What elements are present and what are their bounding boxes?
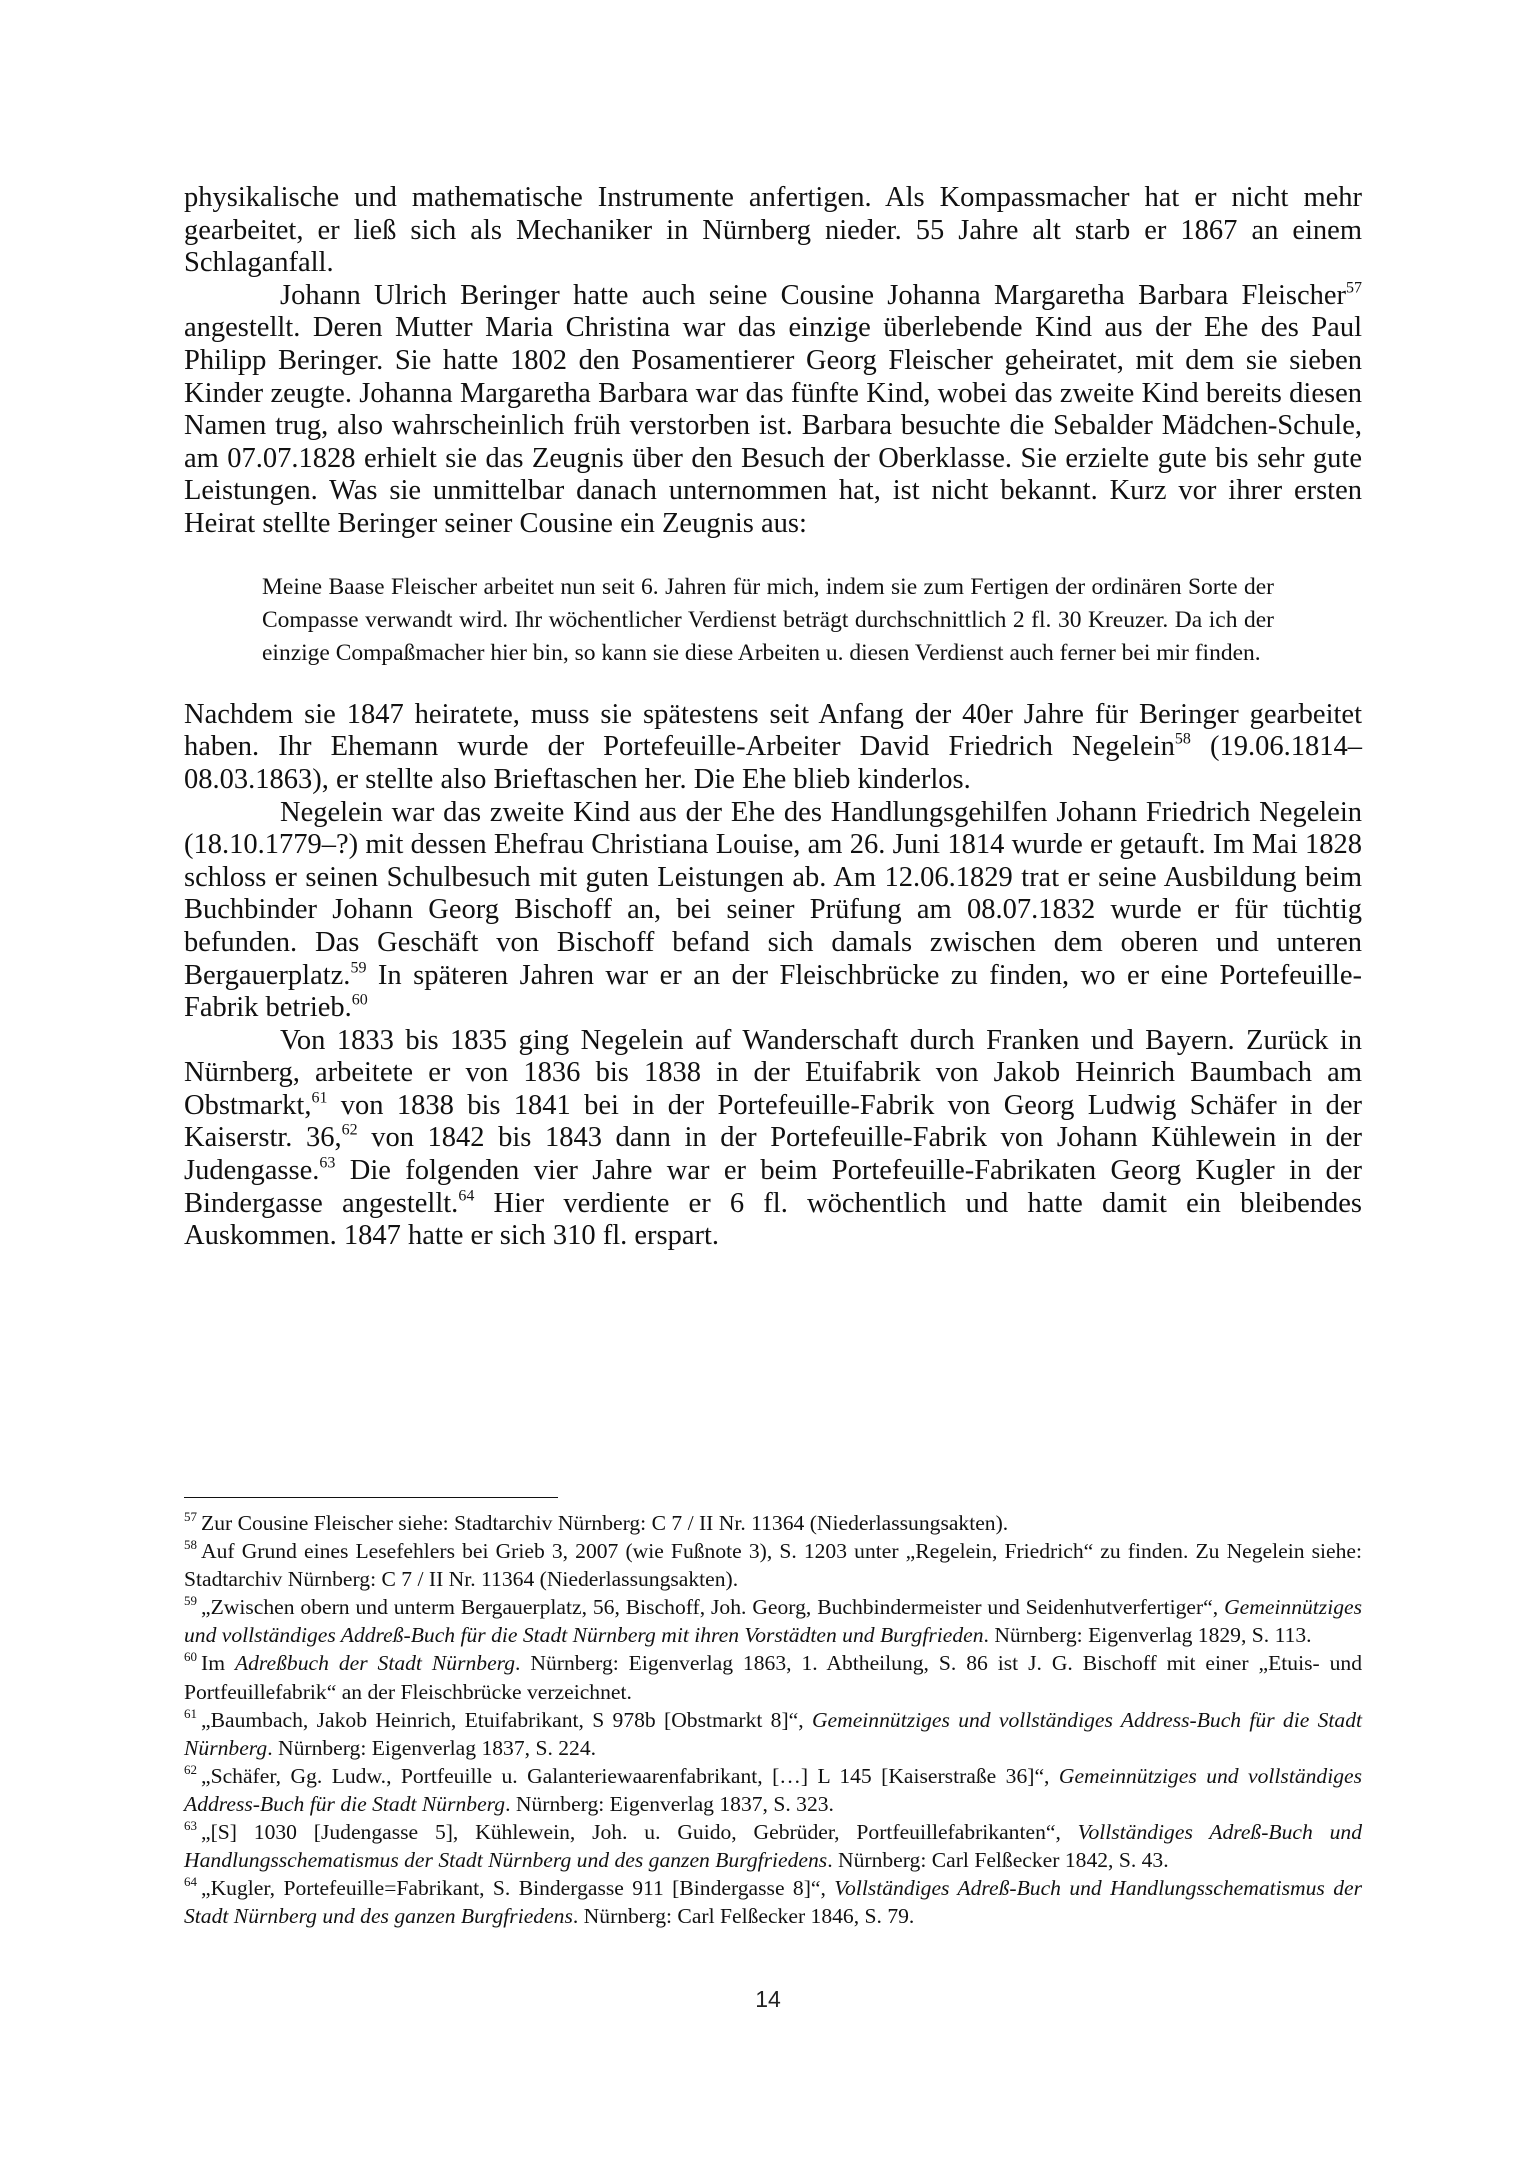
footnote-text: . Nürnberg: Eigenverlag 1837, S. 323. xyxy=(505,1791,834,1816)
text-run: angestellt. Deren Mutter Maria Christina war das einzige überlebende Kind aus der Ehe des Paul Philipp Beringer. Sie hatte 1802 den Posamentierer Georg Fleischer geheiratet, mit dem sie sieben Kinder zeugte. Johanna Margaretha Barbara war das fünfte Kind, wobei das zweite Kind bereits diesen Namen trug, also wahrscheinlich früh verstorben ist. Barbara besuchte die Sebalder Mädchen-Schule, am 07.07.1828 erhielt sie das Zeugnis über den Besuch der Oberklasse. Sie erzielte gute bis sehr gute Leistungen. Was sie unmittelbar danach unternommen hat, ist nicht bekannt. Kurz vor ihrer ersten Heirat stellte Beringer seiner Cousine ein Zeugnis aus: xyxy=(184,312,1362,539)
footnote-number: 61 xyxy=(184,1705,197,1721)
footnote-separator xyxy=(184,1497,558,1498)
paragraph-5 xyxy=(184,1025,1362,1253)
footnote-number: 57 xyxy=(184,1508,197,1524)
footnote-title: Gemeinnütziges und vollständiges Addreß-Buch für die Stadt Nürnberg mit ihren Vorstädten und Burgfrieden xyxy=(184,1595,1362,1648)
footnote-text: „[S] 1030 [Judengasse 5], Kühlewein, Joh. u. Guido, Gebrüder, Portfeuillefabrikanten“, xyxy=(201,1820,1078,1845)
footnote-text: „Schäfer, Gg. Ludw., Portfeuille u. Galanteriewaarenfabrikant, […] L 145 [Kaiserstraße 36]“, xyxy=(201,1763,1059,1788)
footnote-text: Auf Grund eines Lesefehlers bei Grieb 3, 2007 (wie Fußnote 3), S. 1203 unter „Regelein, Friedrich“ zu finden. Zu Negelein siehe: Stadtarchiv Nürnberg: C 7 / II Nr. 11364 (Niederlassungsakten). xyxy=(184,1539,1362,1592)
footnote-ref-61[interactable]: 61 xyxy=(311,1089,328,1107)
text-run: Von 1833 bis 1835 ging Negelein auf Wanderschaft durch Franken und Bayern. Zurück in Nürnberg, arbeitete er von 1836 bis 1838 in der Etuifabrik von Jakob Heinrich Baumbach am Obstmarkt, xyxy=(184,1024,1362,1121)
text-run: Hier verdiente er 6 fl. wöchentlich und hatte damit ein bleibendes Auskommen. 1847 hatte er sich 310 fl. erspart. xyxy=(184,1187,1362,1252)
footnotes xyxy=(184,1509,1362,1930)
footnote-ref-60[interactable]: 60 xyxy=(351,991,368,1009)
footnote-text: Im xyxy=(201,1651,235,1676)
footnote-text: . Nürnberg: Carl Felßecker 1842, S. 43. xyxy=(827,1848,1169,1873)
footnote-number: 59 xyxy=(184,1593,197,1609)
text-run: Negelein war das zweite Kind aus der Ehe des Handlungsgehilfen Johann Friedrich Negelein (18.10.1779–?) mit dessen Ehefrau Christiana Louise, am 26. Juni 1814 wurde er getauft. Im Mai 1828 schloss er seinen Schulbesuch mit guten Leistungen ab. Am 12.06.1829 trat er seine Ausbildung beim Buchbinder Johann Georg Bischoff an, bei seiner Prüfung am 08.07.1832 wurde er für tüchtig befunden. Das Geschäft von Bischoff befand sich damals zwischen dem oberen und unteren Bergauerplatz. xyxy=(184,796,1362,991)
footnote-62 xyxy=(184,1762,1362,1818)
paragraph-4 xyxy=(184,797,1362,1025)
footnote-ref-59[interactable]: 59 xyxy=(350,958,367,976)
text-run: In späteren Jahren war er an der Fleischbrücke zu finden, wo er eine Portefeuille-Fabrik betrieb. xyxy=(184,959,1362,1024)
text-run: Die folgenden vier Jahre war er beim Portefeuille-Fabrikaten Georg Kugler in der Bindergasse angestellt. xyxy=(184,1155,1362,1219)
footnote-text: . Nürnberg: Eigenverlag 1863, 1. Abtheilung, S. 86 ist J. G. Bischoff mit einer „Etuis- und Portfeuillefabrik“ an der Fleischbrücke verzeichnet. xyxy=(184,1651,1362,1704)
text-run: Nachdem sie 1847 heiratete, muss sie spätestens seit Anfang der 40er Jahre für Beringer gearbeitet haben. Ihr Ehemann wurde der Portefeuille-Arbeiter David Friedrich Negelein xyxy=(184,698,1362,763)
page-number: 14 xyxy=(755,1986,781,2012)
paragraph-1: physikalische und mathematische Instrumente anfertigen. Als Kompassmacher hat er nicht mehr gearbeitet, er ließ sich als Mechaniker in Nürnberg nieder. 55 Jahre alt starb er 1867 an einem Schlaganfall. xyxy=(184,182,1362,279)
footnote-58 xyxy=(184,1537,1362,1593)
footnote-64 xyxy=(184,1874,1362,1930)
text-run: von 1842 bis 1843 dann in der Portefeuille-Fabrik von Johann Kühlewein in der Judengasse. xyxy=(184,1122,1363,1187)
footnote-ref-64[interactable]: 64 xyxy=(458,1187,475,1205)
footnote-57 xyxy=(184,1509,1362,1537)
footnote-title: Gemeinnütziges und vollständiges Address-Buch für die Stadt Nürnberg xyxy=(184,1763,1362,1816)
block-quote: Meine Baase Fleischer arbeitet nun seit 6. Jahren für mich, indem sie zum Fertigen der ordinären Sorte der Compasse verwandt wird. Ihr wöchentlicher Verdienst beträgt durchschnittlich 2 fl. 30 Kreuzer. Da ich der einzige Compaßmacher hier bin, so kann sie diese Arbeiten u. diesen Verdienst auch ferner bei mir finden. xyxy=(262,573,1274,667)
main-text xyxy=(184,182,1362,1253)
footnote-title: Adreßbuch der Stadt Nürnberg xyxy=(234,1651,516,1676)
footnote-ref-57[interactable]: 57 xyxy=(1346,279,1362,297)
paragraph-3 xyxy=(184,699,1362,797)
footnote-title: Gemeinnütziges und vollständiges Address-Buch für die Stadt Nürnberg xyxy=(184,1707,1362,1760)
footnote-number: 58 xyxy=(184,1537,197,1552)
text-run: von 1838 bis 1841 bei in der Portefeuille-Fabrik von Georg Ludwig Schäfer in der Kaiserstr. 36, xyxy=(184,1089,1362,1154)
footnote-text: . Nürnberg: Eigenverlag 1829, S. 113. xyxy=(983,1623,1312,1648)
footnote-title: Vollständiges Adreß-Buch und Handlungsschematismus der Stadt Nürnberg und des ganzen Burgfriedens xyxy=(184,1820,1362,1873)
footnote-60 xyxy=(184,1649,1362,1705)
footnote-number: 60 xyxy=(184,1649,197,1665)
paragraph-2 xyxy=(184,280,1362,541)
footnote-text: . Nürnberg: Eigenverlag 1837, S. 224. xyxy=(267,1735,597,1760)
text-run: Johann Ulrich Beringer hatte auch seine Cousine Johanna Margaretha Barbara Fleischer xyxy=(280,279,1346,311)
footnote-ref-63[interactable]: 63 xyxy=(319,1154,336,1172)
footnote-text: „Baumbach, Jakob Heinrich, Etuifabrikant, S 978b [Obstmarkt 8]“, xyxy=(201,1707,812,1732)
footnote-title: Vollständiges Adreß-Buch und Handlungsschematismus der Stadt Nürnberg und des ganzen Burgfriedens xyxy=(184,1876,1362,1929)
footnote-text: „Zwischen obern und unterm Bergauerplatz, 56, Bischoff, Joh. Georg, Buchbindermeister und Seidenhutverfertiger“, xyxy=(201,1595,1225,1620)
footnote-ref-58[interactable]: 58 xyxy=(1174,730,1191,748)
footnote-number: 62 xyxy=(184,1761,197,1777)
footnote-number: 64 xyxy=(184,1874,197,1890)
footnote-number: 63 xyxy=(184,1817,197,1833)
footnote-61 xyxy=(184,1706,1362,1762)
footnote-63 xyxy=(184,1818,1362,1874)
footnote-59 xyxy=(184,1593,1362,1649)
text-run: (19.06.1814–08.03.1863), er stellte also Brieftaschen her. Die Ehe blieb kinderlos. xyxy=(184,731,1362,795)
footnote-ref-62[interactable]: 62 xyxy=(341,1121,358,1139)
footnote-text: „Kugler, Portefeuille=Fabrikant, S. Bindergasse 911 [Bindergasse 8]“, xyxy=(201,1876,835,1901)
footnote-text: . Nürnberg: Carl Felßecker 1846, S. 79. xyxy=(572,1904,915,1929)
footnote-text: Zur Cousine Fleischer siehe: Stadtarchiv Nürnberg: C 7 / II Nr. 11364 (Niederlassungsakten). xyxy=(201,1511,1009,1535)
